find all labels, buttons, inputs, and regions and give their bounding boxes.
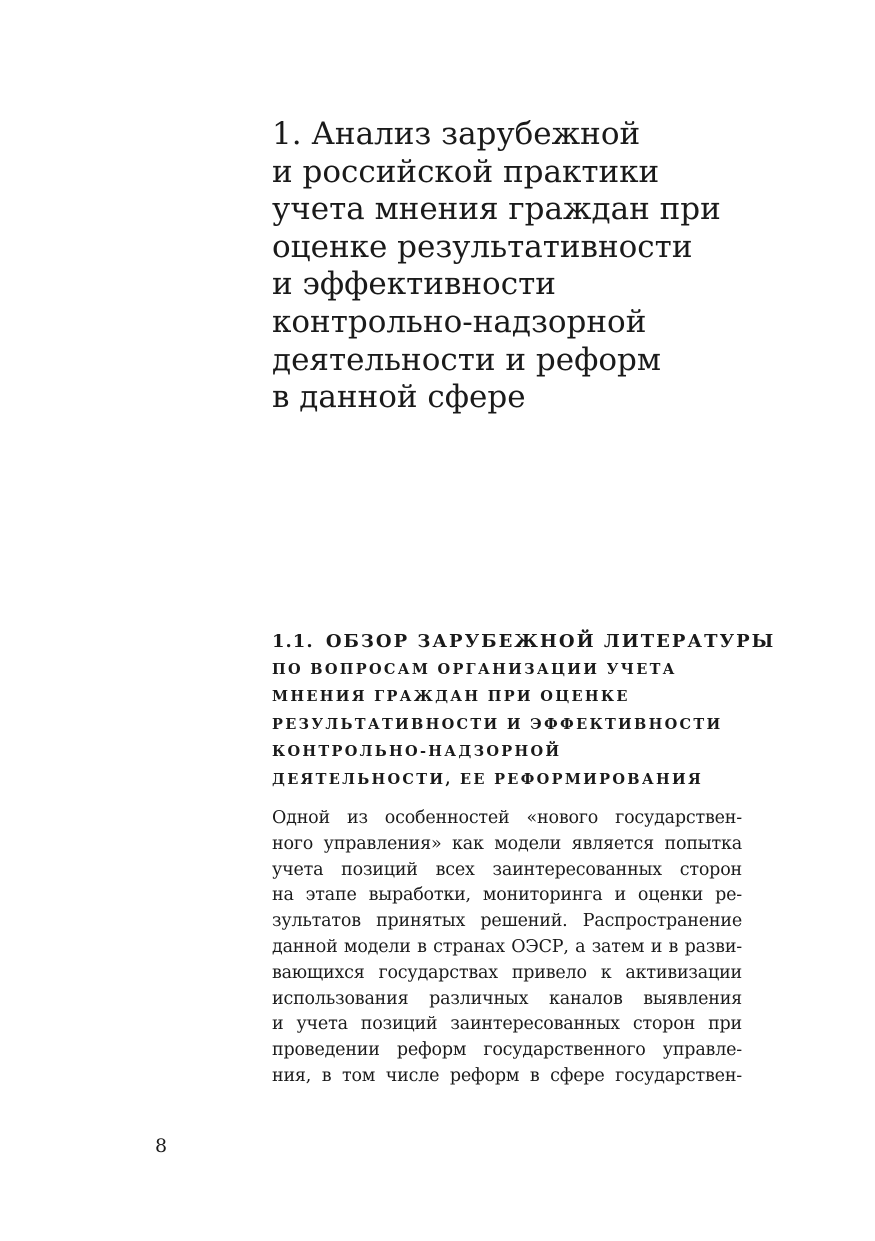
body-line: проведении реформ государственного управле-: [272, 1040, 742, 1061]
section-number: 1.1.: [272, 631, 314, 652]
section-heading-first: ОБЗОР ЗАРУБЕЖНОЙ ЛИТЕРАТУРЫ: [325, 631, 776, 652]
section-heading-line: [272, 628, 776, 656]
section-heading-line: КОНТРОЛЬНО-НАДЗОРНОЙ: [272, 743, 562, 761]
chapter-title-line: деятельности и реформ: [272, 341, 661, 378]
body-paragraph: [272, 806, 742, 1090]
body-line: и учета позиций заинтересованных сторон при: [272, 1014, 742, 1035]
body-line: ного управления» как модели является попытка: [272, 833, 742, 854]
chapter-title-line: и российской практики: [272, 153, 660, 190]
section-heading: [272, 628, 776, 794]
page-number: 8: [155, 1135, 168, 1157]
chapter-title-line: оценке результативности: [272, 228, 693, 265]
body-line: данной модели в странах ОЭСР, а затем и в разви-: [272, 936, 742, 957]
chapter-title-line: контрольно-надзорной: [272, 303, 647, 340]
body-line: вающихся государствах привело к активизации: [272, 962, 742, 983]
body-line: Одной из особенностей «нового государствен-: [272, 808, 742, 828]
chapter-title-line: в данной сфере: [272, 379, 526, 416]
body-line: зультатов принятых решений. Распространение: [272, 911, 742, 932]
section-heading-line: РЕЗУЛЬТАТИВНОСТИ И ЭФФЕКТИВНОСТИ: [272, 715, 723, 733]
section-heading-line: ДЕЯТЕЛЬНОСТИ, ЕЕ РЕФОРМИРОВАНИЯ: [272, 770, 704, 788]
chapter-title-line: 1. Анализ зарубежной: [272, 116, 641, 152]
chapter-title-line: учета мнения граждан при: [272, 191, 721, 228]
chapter-title: [272, 116, 742, 417]
section-heading-line: МНЕНИЯ ГРАЖДАН ПРИ ОЦЕНКЕ: [272, 688, 630, 706]
body-line: учета позиций всех заинтересованных сторон: [272, 859, 742, 880]
chapter-title-line: и эффективности: [272, 266, 556, 303]
body-line: на этапе выработки, мониторинга и оценки ре-: [272, 885, 742, 906]
body-line: использования различных каналов выявления: [272, 988, 742, 1009]
body-line: ния, в том числе реформ в сфере государствен-: [272, 1065, 742, 1086]
section-heading-line: ПО ВОПРОСАМ ОРГАНИЗАЦИИ УЧЕТА: [272, 660, 677, 678]
